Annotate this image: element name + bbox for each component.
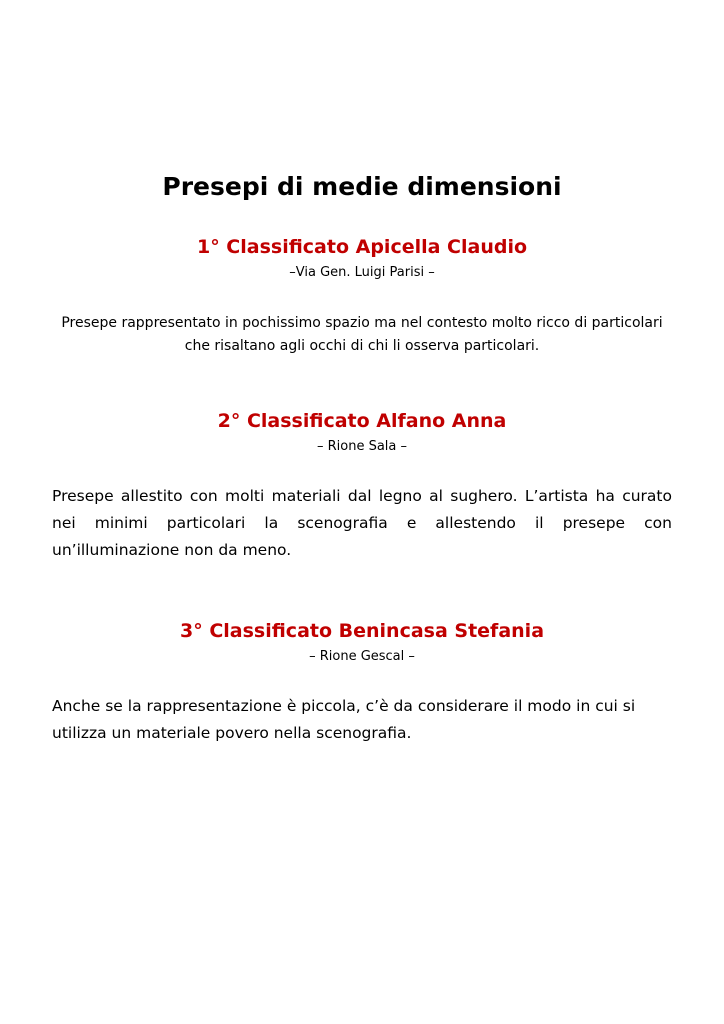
entry-third-place xyxy=(52,618,672,742)
entry-heading: 1° Classificato Apicella Claudio xyxy=(196,236,528,258)
entry-heading: 3° Classificato Benincasa Stefania xyxy=(179,620,545,642)
page-title: Presepi di medie dimensioni xyxy=(162,172,562,201)
entry-description: Anche se la rappresentazione è piccola, c’è da considerare il modo in cui si utilizza un materiale povero nella scenografia. xyxy=(52,697,636,742)
entry-location: – Rione Gescal – xyxy=(309,649,415,664)
entry-description: Presepe allestito con molti materiali dal legno al sughero. L’artista ha curato nei minimi particolari la scenografia e allestendo il presepe con un’illuminazione non da meno. xyxy=(52,487,672,559)
entry-heading: 2° Classificato Alfano Anna xyxy=(217,410,507,432)
entry-location: – Rione Sala – xyxy=(316,439,408,454)
entry-location: –Via Gen. Luigi Parisi – xyxy=(289,265,435,280)
entry-description: Presepe rappresentato in pochissimo spazio ma nel contesto molto ricco di particolari che risaltano agli occhi di chi li osserva particolari. xyxy=(61,315,663,354)
entry-first-place xyxy=(52,234,672,354)
entry-second-place xyxy=(52,408,672,559)
